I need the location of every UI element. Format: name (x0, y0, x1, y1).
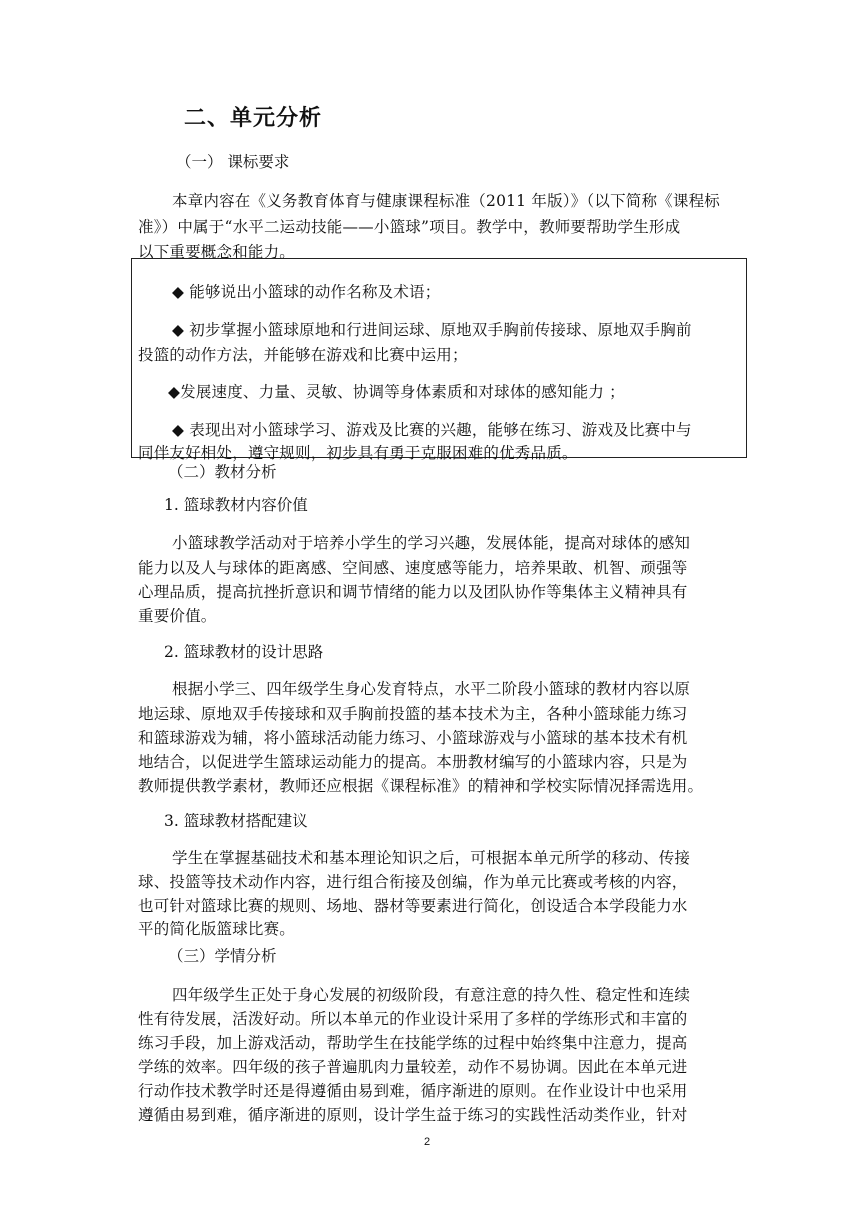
paragraph-line: 学生在掌握基础技术和基本理论知识之后，可根据本单元所学的移动、传接 (172, 849, 691, 867)
paragraph-line: 能力以及人与球体的距离感、空间感、速度感等能力，培养果敢、机智、顽强等 (138, 559, 688, 577)
paragraph-line: 心理品质，提高抗挫折意识和调节情绪的能力以及团队协作等集体主义精神具有 (138, 583, 688, 601)
item-title: 3. 篮球教材搭配建议 (164, 812, 308, 830)
paragraph-line: 平的简化版篮球比赛。 (138, 920, 296, 938)
paragraph-line: 重要价值。 (138, 607, 217, 625)
paragraph-line: 地结合，以促进学生篮球运动能力的提高。本册教材编写的小篮球内容，只是为 (138, 753, 688, 771)
section-title: 二、单元分析 (184, 106, 323, 131)
paragraph-line: 本章内容在《义务教育体育与健康课程标准（2011 年版）》（以下简称《课程标 (172, 192, 720, 210)
item-title: 1. 篮球教材内容价值 (164, 496, 308, 514)
requirement-item-continuation: 同伴友好相处，遵守规则，初步具有勇于克服困难的优秀品质。 (138, 444, 578, 462)
requirements-box (131, 258, 747, 462)
requirement-item: ◆发展速度、力量、灵敏、协调等身体素质和对球体的感知能力 ； (168, 383, 625, 401)
paragraph-line: 性有待发展，活泼好动。所以本单元的作业设计采用了多样的学练形式和丰富的 (138, 1010, 688, 1028)
paragraph-line: 准》）中属于“水平二运动技能——小篮球”项目。教学中，教师要帮助学生形成 (138, 218, 681, 236)
subsection-heading-curriculum: （一） 课标要求 (176, 153, 290, 171)
requirement-item: ◆ 能够说出小篮球的动作名称及术语； (172, 283, 441, 301)
requirement-item: ◆ 初步掌握小篮球原地和行进间运球、原地双手胸前传接球、原地双手胸前 (172, 321, 692, 339)
paragraph-line: 学练的效率。四年级的孩子普遍肌肉力量较差，动作不易协调。因此在本单元进 (138, 1058, 688, 1076)
paragraph-line: 练习手段，加上游戏活动，帮助学生在技能学练的过程中始终集中注意力，提高 (138, 1034, 688, 1052)
paragraph-line: 小篮球教学活动对于培养小学生的学习兴趣，发展体能，提高对球体的感知 (172, 534, 691, 552)
paragraph-line: 根据小学三、四年级学生身心发育特点，水平二阶段小篮球的教材内容以原 (172, 680, 691, 698)
page-number: 2 (424, 1136, 431, 1148)
subsection-heading-materials: （二）教材分析 (168, 463, 277, 481)
paragraph-line: 行动作技术教学时还是得遵循由易到难，循序渐进的原则。在作业设计中也采用 (138, 1082, 688, 1100)
item-title: 2. 篮球教材的设计思路 (164, 643, 324, 661)
paragraph-line: 以下重要概念和能力。 (138, 243, 296, 261)
requirement-item: ◆ 表现出对小篮球学习、游戏及比赛的兴趣，能够在练习、游戏及比赛中与 (172, 421, 692, 439)
paragraph-line: 遵循由易到难，循序渐进的原则，设计学生益于练习的实践性活动类作业，针对 (138, 1106, 688, 1124)
paragraph-line: 也可针对篮球比赛的规则、场地、器材等要素进行简化，创设适合本学段能力水 (138, 897, 688, 915)
paragraph-line: 教师提供教学素材，教师还应根据《课程标准》的精神和学校实际情况择需选用。 (138, 777, 704, 795)
paragraph-line: 球、投篮等技术动作内容，进行组合衔接及创编，作为单元比赛或考核的内容， (138, 873, 688, 891)
paragraph-line: 地运球、原地双手传接球和双手胸前投篮的基本技术为主，各种小篮球能力练习 (138, 705, 688, 723)
requirement-item-continuation: 投篮的动作方法，并能够在游戏和比赛中运用； (138, 346, 468, 364)
subsection-heading-learners: （三）学情分析 (168, 947, 277, 965)
paragraph-line: 四年级学生正处于身心发展的初级阶段，有意注意的持久性、稳定性和连续 (172, 986, 691, 1004)
paragraph-line: 和篮球游戏为辅，将小篮球活动能力练习、小篮球游戏与小篮球的基本技术有机 (138, 729, 688, 747)
